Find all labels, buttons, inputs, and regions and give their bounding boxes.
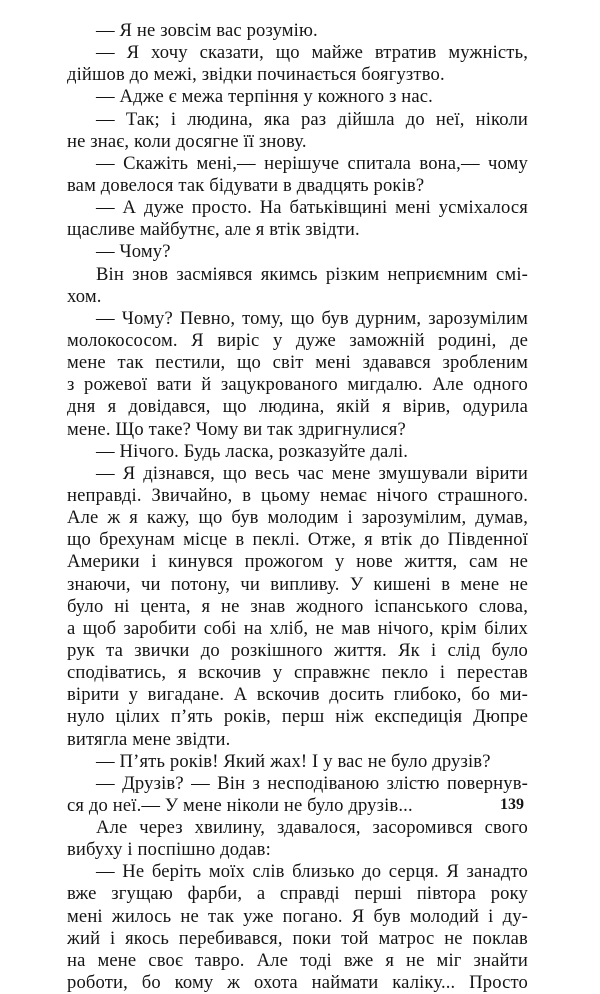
text-line: — Я хочу сказати, що майже втратив мужність, xyxy=(96,42,528,64)
text-line: Америки і кинувся прожогом у нове життя, сам не xyxy=(67,551,528,573)
text-line: рук та звички до розкішного життя. Як і слід було xyxy=(67,639,528,661)
text-line: вірити у вигадане. А вскочив досить глибоко, бо ми- xyxy=(67,684,528,706)
text-line: на мене своє тавро. Але тоді вже я не міг знайти xyxy=(67,949,528,971)
text-line: — Так; і людина, яка раз дійшла до неї, ніколи xyxy=(96,108,528,130)
text-line: Але ж я кажу, що був молодим і зарозумілим, думав, xyxy=(67,507,528,529)
text-line: не знає, коли досягне її знову. xyxy=(67,130,307,152)
text-line: ся до неї.— У мене ніколи не було друзів... xyxy=(67,794,413,816)
text-line: а щоб заробити собі на хліб, не мав нічого, крім білих xyxy=(67,617,528,639)
text-line: з рожевої вати й зацукрованого мигдалю. Але одного xyxy=(67,374,528,396)
text-line: мене. Що таке? Чому ви так здригнулися? xyxy=(67,418,406,440)
text-line: — Не беріть моїх слів близько до серця. Я занадто xyxy=(96,861,528,883)
text-line: — Чому? Певно, тому, що був дурним, зарозумілим xyxy=(96,307,528,329)
text-line: сподіватись, я вскочив у справжнє пекло і перестав xyxy=(67,662,528,684)
text-line: мене так пестили, що світ мені здавався зробленим xyxy=(67,352,528,374)
text-line: — Адже є межа терпіння у кожного з нас. xyxy=(96,86,433,108)
text-line: що брехунам місце в пеклі. Отже, я втік до Південної xyxy=(67,529,528,551)
page-number: 139 xyxy=(500,796,524,813)
text-line: витягла мене звідти. xyxy=(67,728,231,750)
text-line: Він знов засміявся якимсь різким неприємним смі- xyxy=(96,263,528,285)
text-line: — Друзів? — Він з несподіваною злістю повернув- xyxy=(96,772,528,794)
text-line: — Нічого. Будь ласка, розказуйте далі. xyxy=(96,440,409,462)
text-line: хом. xyxy=(67,285,102,307)
text-line: роботи, бо кому ж охота наймати каліку... Просто xyxy=(67,972,528,994)
text-line: вам довелося так бідувати в двадцять років? xyxy=(67,174,425,196)
text-line: дня я довідався, що людина, якій я вірив, одурила xyxy=(67,396,528,418)
text-line: щасливе майбутнє, але я втік звідти. xyxy=(67,219,360,241)
text-line: вже згущаю фарби, а справді перші півтора року xyxy=(67,883,528,905)
text-line: — Чому? xyxy=(96,241,171,263)
text-line: знаючи, чи потону, чи випливу. У кишені в мене не xyxy=(67,573,528,595)
text-line: — Я не зовсім вас розумію. xyxy=(96,20,318,41)
text-line: — Скажіть мені,— нерішуче спитала вона,— чому xyxy=(96,152,528,174)
text-line: Але через хвилину, здавалося, засоромився свого xyxy=(96,817,528,839)
text-line: вибуху і поспішно додав: xyxy=(67,839,271,861)
text-line: — А дуже просто. На батьківщині мені усміхалося xyxy=(96,197,528,219)
page-body-text xyxy=(67,20,528,994)
text-line: нуло цілих п’ять років, перш ніж експедиція Дюпре xyxy=(67,706,528,728)
text-line: було ні цента, я не знав жодного іспанського слова, xyxy=(67,595,528,617)
text-line: молокососом. Я виріс у дуже заможній родині, де xyxy=(67,329,528,351)
text-line: мені жилось не так уже погано. Я був молодий і ду- xyxy=(67,905,528,927)
text-line: неправді. Звичайно, в цьому немає нічого страшного. xyxy=(67,484,528,506)
text-line: — Я дізнався, що весь час мене змушували вірити xyxy=(96,462,528,484)
text-line: — П’ять років! Який жах! І у вас не було друзів? xyxy=(96,750,491,772)
text-line: дійшов до межі, звідки починається боягузтво. xyxy=(67,64,445,86)
text-line: жий і якось перебивався, поки той матрос не поклав xyxy=(67,927,528,949)
